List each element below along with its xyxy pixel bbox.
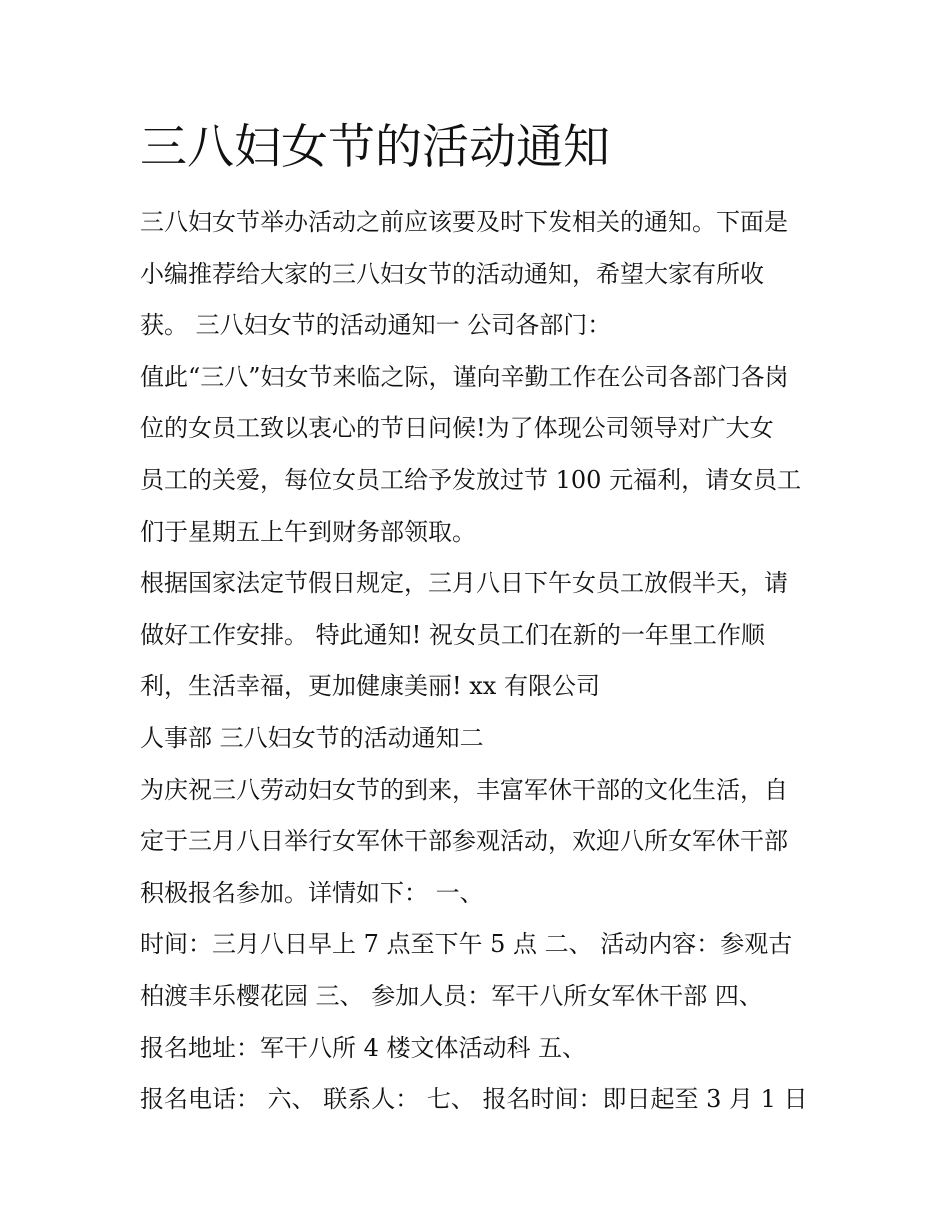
- body-line: 小编推荐给大家的三八妇女节的活动通知，希望大家有所收: [140, 259, 764, 288]
- body-line: 报名电话： 六、 联系人： 七、 报名时间：即日起至 3 月 1 日: [140, 1085, 808, 1114]
- body-line: 定于三月八日举行女军休干部参观活动，欢迎八所女军休干部: [140, 827, 788, 856]
- body-line: 时间：三月八日早上 7 点至下午 5 点 二、 活动内容：参观古: [140, 930, 793, 959]
- body-line: 获。 三八妇女节的活动通知一 公司各部门：: [140, 311, 612, 340]
- body-line: 员工的关爱，每位女员工给予发放过节 100 元福利，请女员工: [140, 465, 802, 494]
- body-line: 积极报名参加。详情如下： 一、: [140, 878, 484, 907]
- body-line: 人事部 三八妇女节的活动通知二: [140, 723, 484, 752]
- body-line: 报名地址：军干八所 4 楼文体活动科 五、: [140, 1033, 587, 1062]
- body-line: 根据国家法定节假日规定，三月八日下午女员工放假半天，请: [140, 569, 788, 598]
- body-line: 值此“三八”妇女节来临之际，谨向辛勤工作在公司各部门各岗: [140, 362, 789, 391]
- document-title: 三八妇女节的活动通知: [140, 120, 610, 175]
- body-line: 做好工作安排。 特此通知! 祝女员工们在新的一年里工作顺: [140, 620, 765, 649]
- body-line: 们于星期五上午到财务部领取。: [140, 517, 476, 546]
- document-body: [140, 197, 820, 1126]
- body-line: 柏渡丰乐樱花园 三、 参加人员：军干八所女军休干部 四、: [140, 981, 763, 1010]
- body-line: 利，生活幸福，更加健康美丽! xx 有限公司: [140, 672, 600, 701]
- body-line: 位的女员工致以衷心的节日问候!为了体现公司领导对广大女: [140, 414, 774, 443]
- body-line: 三八妇女节举办活动之前应该要及时下发相关的通知。下面是: [140, 208, 788, 236]
- body-line: 为庆祝三八劳动妇女节的到来，丰富军休干部的文化生活，自: [140, 775, 788, 804]
